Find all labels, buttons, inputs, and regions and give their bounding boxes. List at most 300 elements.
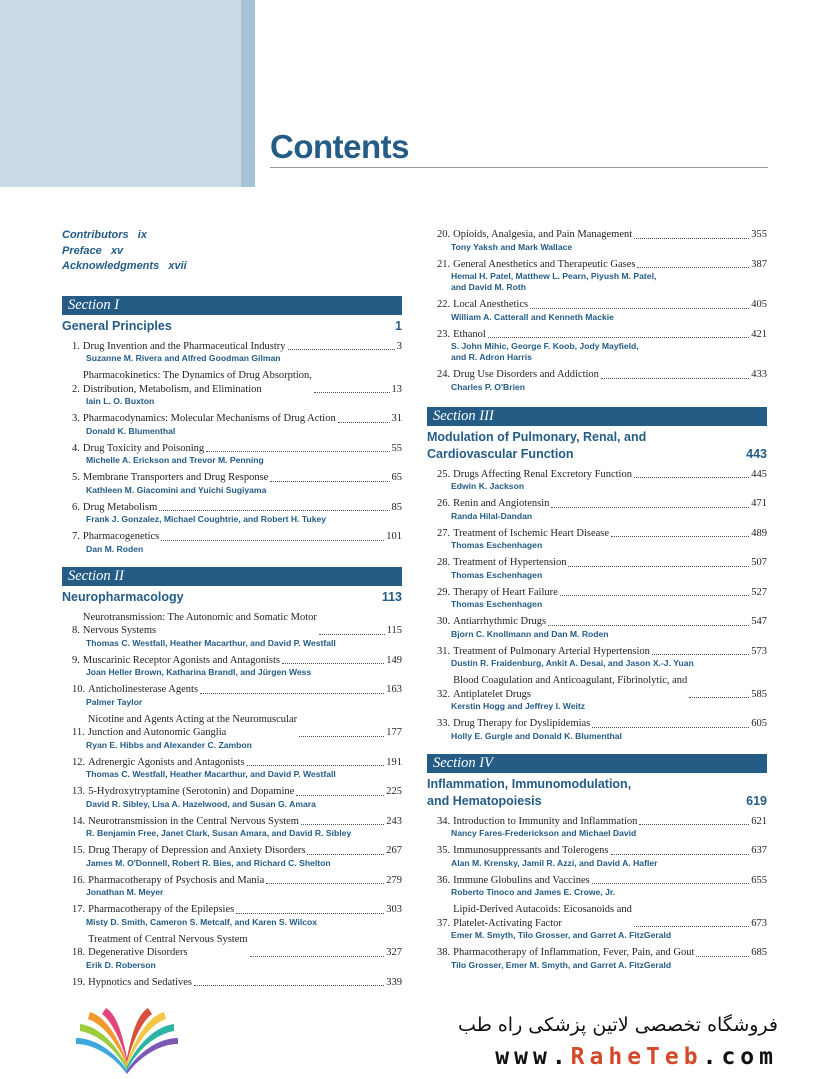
- chapter-page: 31: [391, 413, 402, 424]
- chapter-title[interactable]: [88, 874, 386, 888]
- chapter-page: 3: [396, 340, 402, 352]
- chapter-title[interactable]: [453, 298, 751, 312]
- chapter-page: 405: [751, 299, 767, 310]
- chapter-title-text: Blood Coagulation and Anticoagulant, Fibrinolytic, and Antiplatelet Drugs: [453, 675, 688, 700]
- dot-leader: [307, 854, 384, 855]
- toc-entry-line: [437, 615, 767, 629]
- chapter-page: 149: [386, 654, 402, 666]
- chapter-title-text: Pharmacokinetics: The Dynamics of Drug Absorption, Distribution, Metabolism, and Elimination: [82, 370, 312, 395]
- toc-entry-line: [437, 645, 767, 659]
- chapter-title[interactable]: [83, 611, 387, 638]
- dot-leader: [611, 536, 749, 537]
- dot-leader: [601, 378, 749, 379]
- chapter-page: 191: [386, 756, 402, 768]
- chapter-title-text: Drug Toxicity and Poisoning: [82, 442, 205, 454]
- chapter-authors: Thomas Eschenhagen: [451, 599, 543, 609]
- chapter-number: 3.: [72, 413, 80, 424]
- section-title: General Principles: [62, 318, 172, 333]
- chapter-number: 15.: [72, 845, 86, 856]
- chapter-title[interactable]: [453, 717, 751, 731]
- chapter-title[interactable]: [83, 501, 392, 515]
- chapter-number: 21.: [437, 258, 451, 270]
- chapter-number: 38.: [437, 947, 451, 958]
- toc-entry[interactable]: [62, 611, 402, 649]
- chapter-page: 85: [391, 501, 402, 513]
- chapter-authors: Misty D. Smith, Cameron S. Metcalf, and Karen S. Wilcox: [86, 916, 318, 927]
- chapter-number: 6.: [72, 501, 80, 513]
- chapter-page: 585: [751, 688, 767, 700]
- chapter-authors: Emer M. Smyth, Tilo Grosser, and Garret A. FitzGerald: [451, 930, 672, 940]
- chapter-page: 279: [386, 874, 402, 886]
- toc-entry[interactable]: [62, 530, 402, 555]
- dot-leader: [551, 507, 749, 508]
- chapter-title-text: Drug Metabolism: [82, 501, 158, 513]
- section-heading[interactable]: [62, 318, 402, 335]
- toc-entry-line: [72, 713, 402, 740]
- right-sections: [427, 407, 767, 971]
- front-matter-label: Acknowledgments: [62, 260, 160, 272]
- chapter-title-text: Drug Use Disorders and Addiction: [453, 369, 599, 380]
- dot-leader: [206, 451, 389, 452]
- chapter-title[interactable]: [453, 468, 751, 482]
- toc-entry[interactable]: [62, 756, 402, 781]
- toc-entry[interactable]: [62, 844, 402, 869]
- chapter-title[interactable]: [83, 412, 392, 426]
- chapter-title-text: Renin and Angiotensin: [453, 498, 550, 509]
- chapter-authors: Hemal H. Patel, Matthew L. Pearn, Piyush M. Patel, and David M. Roth: [451, 271, 657, 292]
- toc-entry-line: [437, 328, 767, 342]
- chapter-page: 547: [751, 616, 767, 627]
- chapter-title[interactable]: [453, 258, 751, 272]
- chapter-authors: Tilo Grosser, Emer M. Smyth, and Garret A. FitzGerald: [451, 959, 672, 970]
- section-label-bar: Section IV: [427, 754, 767, 773]
- dot-leader: [568, 566, 749, 567]
- section-heading[interactable]: [427, 776, 767, 810]
- section-page: 1: [395, 318, 402, 333]
- toc-entry-line: [437, 674, 767, 701]
- toc-entry[interactable]: [427, 228, 767, 253]
- toc-entry[interactable]: [427, 844, 767, 869]
- chapter-title-text: Treatment of Ischemic Heart Disease: [453, 527, 610, 539]
- chapter-number: 23.: [437, 328, 451, 340]
- chapter-title[interactable]: [83, 442, 392, 456]
- chapter-authors: Suzanne M. Rivera and Alfred Goodman Gilman: [86, 353, 281, 363]
- chapter-title-text: Local Anesthetics: [453, 299, 529, 310]
- front-matter-item[interactable]: [62, 228, 402, 244]
- toc-entry[interactable]: [62, 976, 402, 990]
- dot-leader: [247, 765, 385, 766]
- section-label-bar: Section II: [62, 567, 402, 586]
- chapter-number: 26.: [437, 498, 451, 509]
- chapter-authors: Thomas Eschenhagen: [451, 569, 543, 580]
- dot-leader: [637, 267, 749, 268]
- toc-section: [427, 407, 767, 742]
- store-name: فروشگاه تخصصی لاتین پزشکی راه طب: [458, 1014, 778, 1036]
- toc-entry[interactable]: [62, 815, 402, 840]
- chapter-title-text: Pharmacotherapy of Inflammation, Fever, Pain, and Gout: [453, 947, 695, 958]
- chapter-title[interactable]: [88, 785, 386, 799]
- chapter-title[interactable]: [453, 368, 751, 382]
- chapter-authors: Holly E. Gurgle and Donald K. Blumenthal: [451, 730, 622, 741]
- chapter-title-text: Adrenergic Agonists and Antagonists: [88, 756, 245, 768]
- chapter-title[interactable]: [88, 683, 386, 697]
- chapter-title-text: Pharmacotherapy of Psychosis and Mania: [88, 874, 265, 886]
- chapter-authors: Michelle A. Erickson and Trevor M. Penning: [86, 455, 264, 465]
- chapter-title[interactable]: [83, 340, 397, 354]
- chapter-authors: Jonathan M. Meyer: [86, 887, 164, 897]
- chapter-authors: Edwin K. Jackson: [451, 481, 525, 491]
- dot-leader: [250, 956, 385, 957]
- chapter-authors: Iain L. O. Buxton: [86, 396, 155, 406]
- toc-entry[interactable]: [62, 713, 402, 751]
- chapter-title-text: Pharmacogenetics: [82, 531, 160, 542]
- section-page: 113: [381, 589, 402, 604]
- toc-entry[interactable]: [62, 654, 402, 679]
- chapter-title[interactable]: [453, 903, 751, 930]
- chapter-number: 11.: [72, 727, 85, 738]
- chapter-authors: Charles P. O'Brien: [451, 381, 526, 392]
- toc-entry[interactable]: [62, 501, 402, 526]
- dot-leader: [200, 693, 384, 694]
- chapter-number: 31.: [437, 645, 451, 657]
- chapter-number: 17.: [72, 904, 86, 915]
- chapter-authors: Dan M. Roden: [86, 543, 144, 554]
- dot-leader: [319, 634, 385, 635]
- chapter-title[interactable]: [453, 674, 751, 701]
- chapter-title[interactable]: [453, 556, 751, 570]
- toc-entry[interactable]: [427, 527, 767, 552]
- section-heading[interactable]: [62, 589, 402, 606]
- dot-leader: [299, 736, 384, 737]
- chapter-title-text: Drug Therapy of Depression and Anxiety Disorders: [88, 845, 306, 856]
- header-color-block: [0, 0, 255, 187]
- chapter-authors: Erik D. Roberson: [86, 959, 156, 970]
- chapter-title[interactable]: [88, 903, 386, 917]
- toc-section: [427, 754, 767, 971]
- toc-entry-line: [72, 412, 402, 426]
- chapter-number: 27.: [437, 527, 451, 539]
- toc-entry[interactable]: [62, 874, 402, 899]
- chapter-page: 115: [386, 625, 402, 636]
- toc-entry[interactable]: [427, 903, 767, 941]
- chapter-title-text: Treatment of Hypertension: [453, 557, 567, 568]
- toc-entry[interactable]: [427, 368, 767, 393]
- dot-leader: [548, 625, 749, 626]
- store-url-suffix: .com: [702, 1044, 778, 1070]
- page-title: Contents: [270, 128, 409, 165]
- chapter-number: 36.: [437, 874, 451, 886]
- chapter-title-text: Anticholinesterase Agents: [88, 684, 199, 695]
- chapter-title-text: Therapy of Heart Failure: [453, 586, 558, 598]
- chapter-number: 5.: [72, 472, 80, 483]
- chapter-page: 445: [751, 468, 767, 480]
- chapter-authors: Nancy Fares-Frederickson and Michael David: [451, 828, 637, 838]
- chapter-number: 18.: [72, 947, 86, 958]
- toc-entry-line: [72, 501, 402, 515]
- chapter-title[interactable]: [453, 497, 751, 511]
- dot-leader: [696, 956, 749, 957]
- chapter-page: 471: [751, 498, 767, 509]
- front-matter-item[interactable]: [62, 244, 402, 260]
- chapter-title-text: Drugs Affecting Renal Excretory Function: [453, 468, 632, 480]
- toc-entry[interactable]: [62, 683, 402, 708]
- toc-entry-line: [72, 369, 402, 396]
- toc-entry[interactable]: [427, 946, 767, 971]
- chapter-title-text: Immunosuppressants and Tolerogens: [453, 845, 609, 856]
- front-matter-item[interactable]: [62, 259, 402, 275]
- toc-entry[interactable]: [427, 874, 767, 899]
- toc-entry-line: [437, 874, 767, 888]
- section-label-bar: Section I: [62, 296, 402, 315]
- toc-entry-line: [437, 556, 767, 570]
- toc-entry-line: [437, 497, 767, 511]
- chapter-title-text: 5-Hydroxytryptamine (Serotonin) and Dopamine: [88, 786, 295, 797]
- section-heading[interactable]: [427, 429, 767, 463]
- chapter-authors: S. John Mihic, George F. Koob, Jody Mayfield, and R. Adron Harris: [451, 341, 639, 362]
- dot-leader: [639, 824, 749, 825]
- toc-entry[interactable]: [427, 298, 767, 323]
- dot-leader: [611, 854, 750, 855]
- store-url-brand: RaheTeb: [570, 1044, 703, 1070]
- front-matter-label: Contributors: [62, 229, 129, 241]
- toc-entry[interactable]: [62, 903, 402, 928]
- toc-entry[interactable]: [427, 556, 767, 581]
- chapter-title[interactable]: [88, 713, 387, 740]
- chapter-page: 637: [751, 845, 767, 856]
- toc-entry-line: [437, 815, 767, 829]
- chapter-title[interactable]: [453, 874, 751, 888]
- chapter-page: 655: [751, 874, 767, 886]
- toc-entry[interactable]: [427, 328, 767, 364]
- chapter-authors: Randa Hilal-Dandan: [451, 510, 533, 521]
- chapter-title-text: Lipid-Derived Autacoids: Eicosanoids and Platelet-Activating Factor: [453, 904, 632, 929]
- front-matter-page: xv: [110, 244, 124, 257]
- chapter-number: 8.: [72, 625, 80, 636]
- chapter-title[interactable]: [88, 756, 386, 770]
- toc-entry-line: [437, 946, 767, 960]
- toc-entry-line: [437, 903, 767, 930]
- toc-entry-line: [72, 340, 402, 354]
- toc-entry[interactable]: [62, 412, 402, 437]
- chapter-title[interactable]: [453, 844, 751, 858]
- toc-entry[interactable]: [427, 497, 767, 522]
- toc-entry-line: [72, 844, 402, 858]
- toc-entry-line: [72, 611, 402, 638]
- toc-entry[interactable]: [427, 645, 767, 670]
- chapter-authors: Roberto Tinoco and James E. Crowe, Jr.: [451, 887, 616, 897]
- chapter-authors: David R. Sibley, Lisa A. Hazelwood, and Susan G. Amara: [86, 798, 316, 809]
- chapter-title[interactable]: [453, 946, 751, 960]
- toc-entry-line: [437, 298, 767, 312]
- chapter-number: 35.: [437, 845, 451, 856]
- toc-entry[interactable]: [427, 674, 767, 712]
- chapter-title-text: Muscarinic Receptor Agonists and Antagonists: [82, 654, 281, 666]
- toc-entry[interactable]: [62, 785, 402, 810]
- store-url[interactable]: [495, 1044, 778, 1070]
- chapter-number: 4.: [72, 442, 80, 454]
- toc-entry-line: [72, 654, 402, 668]
- toc-entry[interactable]: [427, 815, 767, 840]
- chapter-number: 24.: [437, 369, 451, 380]
- chapter-authors: Joan Heller Brown, Katharina Brandl, and Jürgen Wess: [86, 667, 312, 677]
- dot-leader: [301, 824, 384, 825]
- chapter-page: 55: [391, 442, 402, 454]
- chapter-title[interactable]: [453, 527, 751, 541]
- chapter-number: 34.: [437, 815, 451, 827]
- chapter-number: 13.: [72, 786, 86, 797]
- toc-entry-line: [72, 976, 402, 990]
- chapter-title[interactable]: [453, 615, 751, 629]
- chapter-page: 13: [391, 383, 402, 395]
- chapter-title[interactable]: [83, 369, 392, 396]
- left-column: [62, 228, 402, 1001]
- right-continued-entries: [427, 228, 767, 393]
- toc-entry-line: [437, 717, 767, 731]
- dot-leader: [530, 308, 749, 309]
- chapter-title-text: Antiarrhythmic Drugs: [453, 616, 547, 627]
- chapter-authors: Thomas Eschenhagen: [451, 540, 543, 550]
- toc-entry-line: [437, 368, 767, 382]
- toc-section: [62, 296, 402, 555]
- toc-entry[interactable]: [427, 258, 767, 294]
- chapter-number: 1.: [72, 340, 80, 352]
- chapter-page: 605: [751, 718, 767, 729]
- toc-entry[interactable]: [427, 586, 767, 611]
- dot-leader: [634, 238, 749, 239]
- chapter-title-text: Drug Therapy for Dyslipidemias: [453, 718, 591, 729]
- chapter-title[interactable]: [88, 933, 386, 960]
- chapter-number: 2.: [72, 383, 80, 395]
- chapter-authors: Frank J. Gonzalez, Michael Coughtrie, and Robert H. Tukey: [86, 514, 327, 524]
- dot-leader: [194, 985, 384, 986]
- title-rule: [270, 167, 768, 168]
- section-page: 619: [746, 793, 767, 808]
- chapter-number: 30.: [437, 616, 451, 627]
- chapter-title-text: Opioids, Analgesia, and Pain Management: [453, 229, 633, 240]
- left-sections: [62, 296, 402, 990]
- chapter-authors: R. Benjamin Free, Janet Clark, Susan Amara, and David R. Sibley: [86, 828, 352, 838]
- chapter-number: 33.: [437, 718, 451, 729]
- chapter-title-text: Treatment of Central Nervous System Degenerative Disorders: [88, 933, 248, 958]
- chapter-title-text: Introduction to Immunity and Inflammation: [453, 815, 638, 827]
- right-column: [427, 228, 767, 983]
- chapter-number: 22.: [437, 299, 451, 310]
- chapter-title[interactable]: [453, 645, 751, 659]
- chapter-authors: James M. O'Donnell, Robert R. Bies, and Richard C. Shelton: [86, 857, 331, 868]
- chapter-authors: Thomas C. Westfall, Heather Macarthur, and David P. Westfall: [86, 637, 336, 648]
- chapter-title[interactable]: [88, 976, 386, 990]
- toc-entry-line: [72, 903, 402, 917]
- dot-leader: [159, 510, 389, 511]
- toc-entry[interactable]: [62, 471, 402, 496]
- dot-leader: [488, 337, 749, 338]
- toc-entry[interactable]: [427, 468, 767, 493]
- toc-entry-line: [437, 228, 767, 242]
- chapter-page: 101: [386, 531, 402, 542]
- chapter-number: 20.: [437, 229, 451, 240]
- dot-leader: [592, 727, 749, 728]
- chapter-number: 10.: [72, 684, 86, 695]
- chapter-authors: Alan M. Krensky, Jamil R. Azzi, and David A. Hafler: [451, 857, 658, 868]
- toc-entry[interactable]: [427, 717, 767, 742]
- chapter-authors: Dustin R. Fraidenburg, Ankit A. Desai, and Jason X.-J. Yuan: [451, 658, 694, 668]
- chapter-title[interactable]: [453, 586, 751, 600]
- dot-leader: [634, 477, 749, 478]
- section-label-bar: Section III: [427, 407, 767, 426]
- toc-entry[interactable]: [62, 933, 402, 971]
- toc-entry-line: [437, 586, 767, 600]
- chapter-title-text: Pharmacotherapy of the Epilepsies: [88, 904, 235, 915]
- dot-leader: [314, 392, 390, 393]
- chapter-title[interactable]: [83, 530, 386, 544]
- chapter-title[interactable]: [83, 654, 386, 668]
- book-logo-icon: [72, 1008, 182, 1076]
- chapter-page: 489: [751, 527, 767, 539]
- chapter-page: 507: [751, 557, 767, 568]
- toc-entry-line: [72, 530, 402, 544]
- chapter-page: 387: [751, 258, 767, 270]
- front-matter-page: xvii: [168, 260, 187, 272]
- toc-entry-line: [437, 527, 767, 541]
- chapter-title[interactable]: [83, 471, 392, 485]
- toc-entry-line: [72, 815, 402, 829]
- section-title: Inflammation, Immunomodulation, and Hematopoiesis: [427, 776, 632, 808]
- chapter-title-text: Nicotine and Agents Acting at the Neuromuscular Junction and Autonomic Ganglia: [87, 713, 298, 738]
- toc-entry[interactable]: [62, 340, 402, 365]
- toc-entry-line: [72, 471, 402, 485]
- chapter-title-text: Neurotransmission: The Autonomic and Somatic Motor Nervous Systems: [82, 611, 317, 636]
- chapter-page: 339: [386, 976, 402, 988]
- chapter-title-text: Immune Globulins and Vaccines: [453, 874, 590, 886]
- chapter-title[interactable]: [453, 328, 751, 342]
- chapter-number: 25.: [437, 468, 451, 480]
- chapter-number: 29.: [437, 586, 451, 598]
- chapter-title[interactable]: [453, 815, 751, 829]
- chapter-page: 65: [391, 472, 402, 483]
- dot-leader: [689, 697, 749, 698]
- chapter-title-text: Treatment of Pulmonary Arterial Hypertension: [453, 645, 650, 657]
- chapter-page: 573: [751, 645, 767, 657]
- chapter-number: 37.: [437, 917, 451, 929]
- chapter-title-text: Membrane Transporters and Drug Response: [82, 472, 269, 483]
- chapter-number: 28.: [437, 557, 451, 568]
- toc-entry[interactable]: [62, 442, 402, 467]
- chapter-authors: Donald K. Blumenthal: [86, 425, 176, 436]
- chapter-page: 243: [386, 815, 402, 827]
- chapter-page: 433: [751, 369, 767, 380]
- dot-leader: [266, 883, 384, 884]
- chapter-title-text: Pharmacodynamics: Molecular Mechanisms of Drug Action: [82, 413, 336, 424]
- chapter-page: 355: [751, 229, 767, 240]
- toc-entry[interactable]: [62, 369, 402, 407]
- chapter-number: 9.: [72, 654, 80, 666]
- section-title: Neuropharmacology: [62, 589, 184, 604]
- chapter-number: 12.: [72, 756, 86, 768]
- chapter-title-text: General Anesthetics and Therapeutic Gases: [453, 258, 636, 270]
- chapter-title[interactable]: [88, 815, 386, 829]
- chapter-title[interactable]: [453, 228, 751, 242]
- toc-entry-line: [72, 874, 402, 888]
- chapter-authors: Kathleen M. Giacomini and Yuichi Sugiyama: [86, 484, 267, 495]
- chapter-page: 421: [751, 328, 767, 340]
- toc-entry[interactable]: [427, 615, 767, 640]
- dot-leader: [592, 883, 750, 884]
- front-matter-page: ix: [137, 229, 147, 241]
- chapter-page: 685: [751, 947, 767, 958]
- chapter-page: 225: [386, 786, 402, 797]
- chapter-authors: Kerstin Hogg and Jeffrey I. Weitz: [451, 701, 586, 711]
- chapter-title[interactable]: [88, 844, 386, 858]
